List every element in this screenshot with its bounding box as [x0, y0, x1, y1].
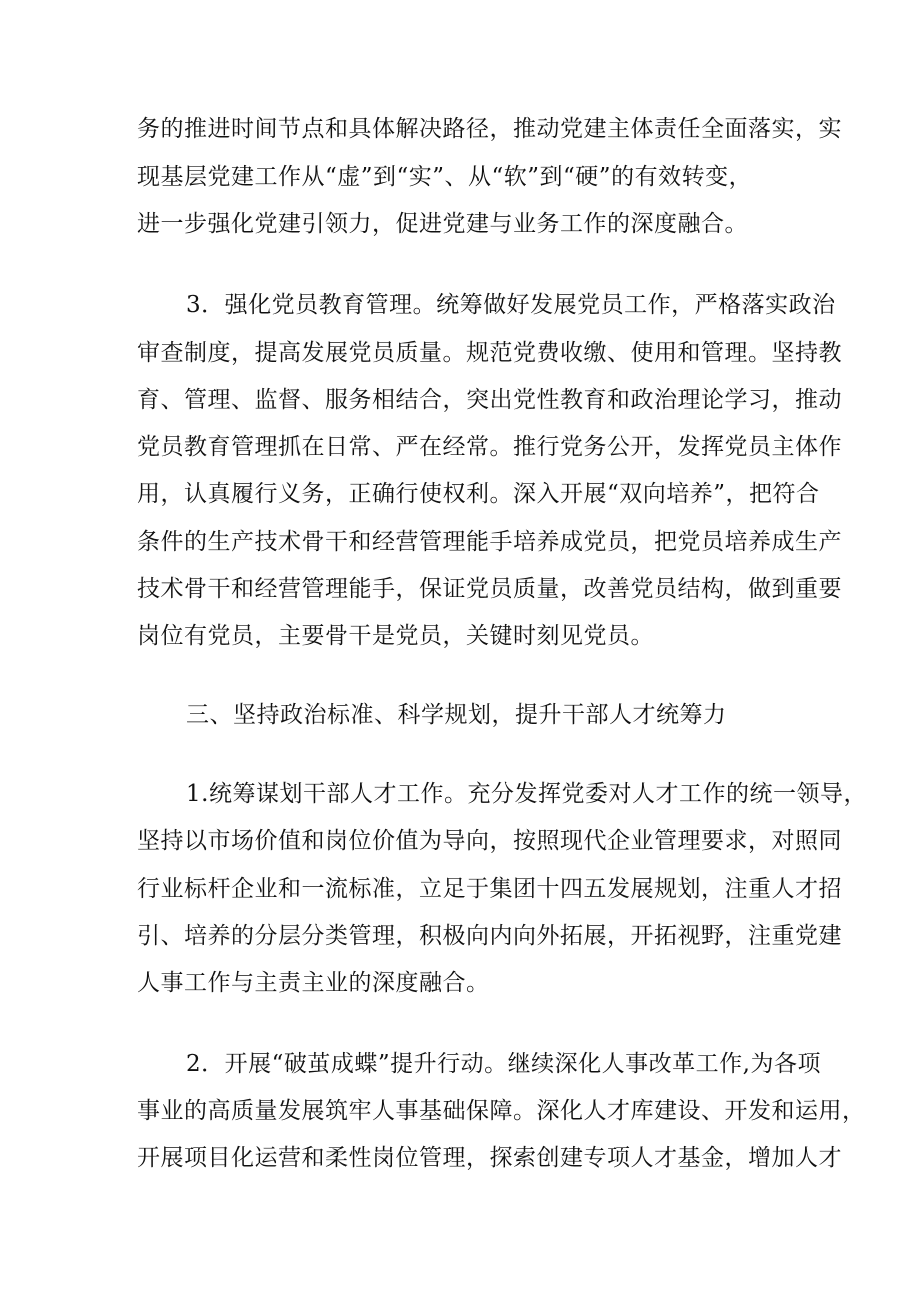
paragraph-line: 育、管理、监督、服务相结合，突出党性教育和政治理论学习，推动 [137, 387, 842, 413]
paragraph-line: 坚持以市场价值和岗位价值为导向，按照现代企业管理要求，对照同 [137, 828, 842, 854]
paragraph-line: 1.统筹谋划干部人才工作。充分发挥党委对人才工作的统一领导， [186, 781, 867, 807]
paragraph-line: 务的推进时间节点和具体解决路径，推动党建主体责任全面落实，实 [137, 116, 842, 142]
paragraph-line: 党员教育管理抓在日常、严在经常。推行党务公开，发挥党员主体作 [137, 434, 842, 460]
paragraph-line: 进一步强化党建引领力，促进党建与业务工作的深度融合。 [137, 211, 748, 237]
paragraph-line: 行业标杆企业和一流标准，立足于集团十四五发展规划，注重人才招 [137, 876, 842, 902]
paragraph-line: 3．强化党员教育管理。统筹做好发展党员工作，严格落实政治 [186, 292, 836, 318]
paragraph-line: 用，认真履行义务，正确行使权利。深入开展“双向培养”，把符合 [137, 481, 820, 507]
paragraph-line: 岗位有党员，主要骨干是党员，关键时刻见党员。 [137, 623, 654, 649]
paragraph-line: 技术骨干和经营管理能手，保证党员质量，改善党员结构，做到重要 [137, 576, 842, 602]
paragraph-line: 现基层党建工作从“虚”到“实”、从“软”到“硬”的有效转变， [137, 164, 753, 190]
paragraph-line: 人事工作与主责主业的深度融合。 [137, 970, 490, 996]
paragraph-line: 2．开展“破茧成蝶”提升行动。继续深化人事改革工作,为各项 [186, 1051, 821, 1077]
paragraph-line: 开展项目化运营和柔性岗位管理，探索创建专项人才基金，增加人才 [137, 1145, 842, 1171]
paragraph-line: 条件的生产技术骨干和经营管理能手培养成党员，把党员培养成生产 [137, 529, 842, 555]
paragraph-line: 审查制度，提高发展党员质量。规范党费收缴、使用和管理。坚持教 [137, 340, 842, 366]
paragraph-line: 事业的高质量发展筑牢人事基础保障。深化人才库建设、开发和运用， [137, 1098, 866, 1124]
paragraph-line: 引、培养的分层分类管理，积极向内向外拓展，开拓视野，注重党建 [137, 923, 842, 949]
section-heading: 三、坚持政治标准、科学规划，提升干部人才统筹力 [186, 702, 727, 728]
